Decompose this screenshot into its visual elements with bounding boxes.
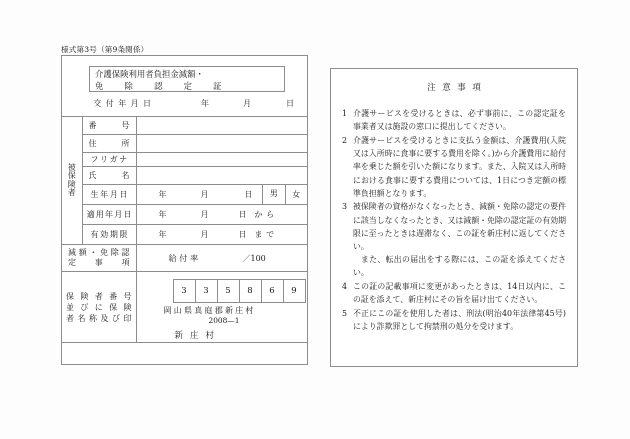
benefit-rate-label: 給付率	[168, 254, 201, 263]
notice-item	[342, 280, 566, 306]
value-expiry[interactable]	[136, 225, 307, 245]
table-row-reduction	[62, 245, 307, 272]
notice-item-number: 4	[342, 282, 348, 292]
certificate-title-line2-text: 免除認定証	[95, 80, 243, 91]
value-expiry-month: 月	[200, 230, 209, 239]
insurer-number-boxes[interactable]	[174, 279, 306, 303]
notice-item-paragraph: 被保険者の資格がなくなったとき、減額・免除の認定の要件に該当しなくなったとき、又は減額・免除の認定証の有効期限に至ったときは遅滞なく、この証を新庄村に返してください。	[353, 202, 566, 252]
sex-male[interactable]: 男	[263, 185, 286, 204]
value-address[interactable]	[136, 135, 307, 153]
insurer-name: 新庄村	[174, 330, 222, 340]
sex-female[interactable]: 女	[292, 190, 301, 199]
insurer-digit[interactable]: 8	[239, 279, 262, 303]
insurer-digit[interactable]: 3	[173, 279, 196, 303]
value-birth-month: 月	[200, 190, 209, 199]
insurer-postal: 2008—1	[208, 316, 240, 325]
notice-item-body	[353, 107, 566, 133]
table-row-address	[62, 135, 307, 153]
label-insurer-line1: 保 険 者 番 号	[66, 291, 132, 301]
notice-item	[342, 107, 566, 133]
label-reduction-line1: 減 額 ・ 免 除 認	[68, 248, 130, 257]
value-furigana[interactable]	[136, 153, 307, 167]
table-row-number	[62, 117, 307, 135]
table-row-birth	[62, 185, 307, 205]
label-insurer-text	[62, 291, 136, 324]
label-birth-text: 生 年 月 日	[90, 190, 128, 199]
insurer-body	[137, 272, 308, 342]
label-furigana-text: フ リ ガ ナ	[90, 155, 128, 164]
notice-item-number: 1	[342, 109, 348, 118]
insurer-digit[interactable]: 6	[261, 279, 284, 303]
notice-title: 注意事項	[427, 83, 488, 93]
label-number-text: 番 号	[88, 121, 130, 130]
label-expiry-text: 有 効 期 限	[90, 230, 128, 239]
sex-cell[interactable]	[262, 185, 307, 204]
issue-date-month: 月	[243, 99, 251, 108]
label-name	[82, 167, 136, 185]
table-row-insurer	[62, 272, 307, 343]
notice-panel	[330, 68, 578, 367]
vlabel-char-1: 保	[67, 171, 76, 181]
issue-date-year: 年	[201, 99, 209, 108]
notice-item-number: 2	[342, 135, 348, 145]
notice-item-body	[353, 200, 566, 279]
vlabel-char-2: 険	[67, 179, 76, 189]
label-insurer-line2: 並 び に 保 険	[66, 302, 132, 312]
notice-item-body	[353, 307, 566, 333]
insurer-address: 岡山県真庭郡新庄村	[163, 306, 256, 315]
value-apply-day: 日	[238, 210, 247, 219]
notice-item-paragraph: 介護サービスを受けるときは、必ず事前に、この認定証を事業者又は施設の窓口に提出してください。	[353, 109, 566, 132]
table-row-apply	[62, 205, 307, 225]
label-name-text: 氏 名	[88, 171, 130, 180]
notice-item	[342, 307, 566, 333]
notice-item	[342, 134, 566, 200]
label-expiry	[82, 225, 136, 245]
form-id-label: 様式第3号（第9条関係）	[61, 45, 149, 54]
value-expiry-day: 日	[238, 230, 247, 239]
insurer-digit[interactable]: 9	[283, 279, 306, 303]
notice-item-body	[353, 280, 566, 306]
notice-item-paragraph: この証の記載事項に変更があったときは、14日以内に、この証を添えて、新庄村にその旨を届け出てください。	[353, 282, 566, 305]
value-apply[interactable]	[136, 205, 307, 225]
notice-item-paragraph: また、転出の届出をする際には、この証を添えてください。	[353, 255, 566, 278]
issue-date-day: 日	[286, 99, 294, 108]
label-birth	[82, 185, 136, 205]
certificate-title-line1	[95, 69, 279, 81]
certificate-title-line2	[95, 81, 279, 93]
certificate-title-line1-text: 介護保険利用者負担金減額・	[95, 69, 204, 79]
table-row-name	[62, 167, 307, 185]
value-expiry-year: 年	[158, 230, 167, 239]
value-apply-month: 月	[200, 210, 209, 219]
table-row-furigana	[62, 153, 307, 167]
issue-date-row	[89, 97, 302, 112]
value-birth[interactable]	[136, 185, 307, 205]
value-name[interactable]	[136, 167, 307, 185]
table-row-expiry	[62, 225, 307, 245]
label-address-text: 住 所	[88, 139, 130, 148]
benefit-rate-value: ／100	[242, 254, 266, 263]
label-apply-text: 適 用 年 月 日	[86, 210, 132, 219]
value-apply-from: から	[254, 210, 278, 219]
insured-vertical-label	[62, 117, 82, 245]
value-birth-year: 年	[158, 190, 167, 199]
notice-item-paragraph: 不正にこの証を使用した者は、刑法(明治40年法律第45号)により詐欺罪として拘禁刑の処分を受けます。	[353, 309, 566, 332]
label-number	[82, 117, 136, 135]
value-birth-day: 日	[244, 190, 253, 199]
label-furigana	[82, 153, 136, 167]
notice-list	[342, 107, 566, 333]
certificate-panel	[61, 55, 308, 365]
label-insurer	[62, 272, 136, 343]
label-reduction-text	[62, 248, 136, 268]
value-expiry-until: まで	[254, 230, 278, 239]
vlabel-char-0: 被	[67, 162, 76, 172]
value-insurer	[136, 272, 307, 343]
insurer-digit[interactable]: 3	[195, 279, 218, 303]
issue-date-label: 交付年月日	[93, 99, 156, 108]
insured-vertical-label-text	[62, 164, 82, 198]
value-number[interactable]	[136, 117, 307, 135]
vlabel-char-3: 者	[67, 187, 76, 197]
value-benefit-rate[interactable]	[136, 245, 307, 272]
insurer-digit[interactable]: 5	[217, 279, 240, 303]
certificate-table	[62, 116, 307, 343]
notice-item-paragraph: 介護サービスを受けるときに支払う金額は、介護費用(入院又は入所時に食事に要する費用を除く。)から介護費用に給付率を乗じた額を引いた額になります。また、入院又は入所時における食事に要する費用については、1日につき定額の標準負担額となります。	[353, 135, 566, 198]
notice-item-number: 5	[342, 309, 348, 319]
certificate-title	[89, 66, 285, 92]
notice-item-body	[353, 134, 566, 200]
label-address	[82, 135, 136, 153]
label-reduction-line2: 定 事 項	[68, 258, 130, 267]
notice-item	[342, 200, 566, 279]
label-insurer-line3: 者 名 称 及 び 印	[66, 313, 132, 323]
value-apply-year: 年	[158, 210, 167, 219]
label-apply	[82, 205, 136, 225]
label-reduction	[62, 245, 136, 272]
notice-item-number: 3	[342, 202, 348, 212]
